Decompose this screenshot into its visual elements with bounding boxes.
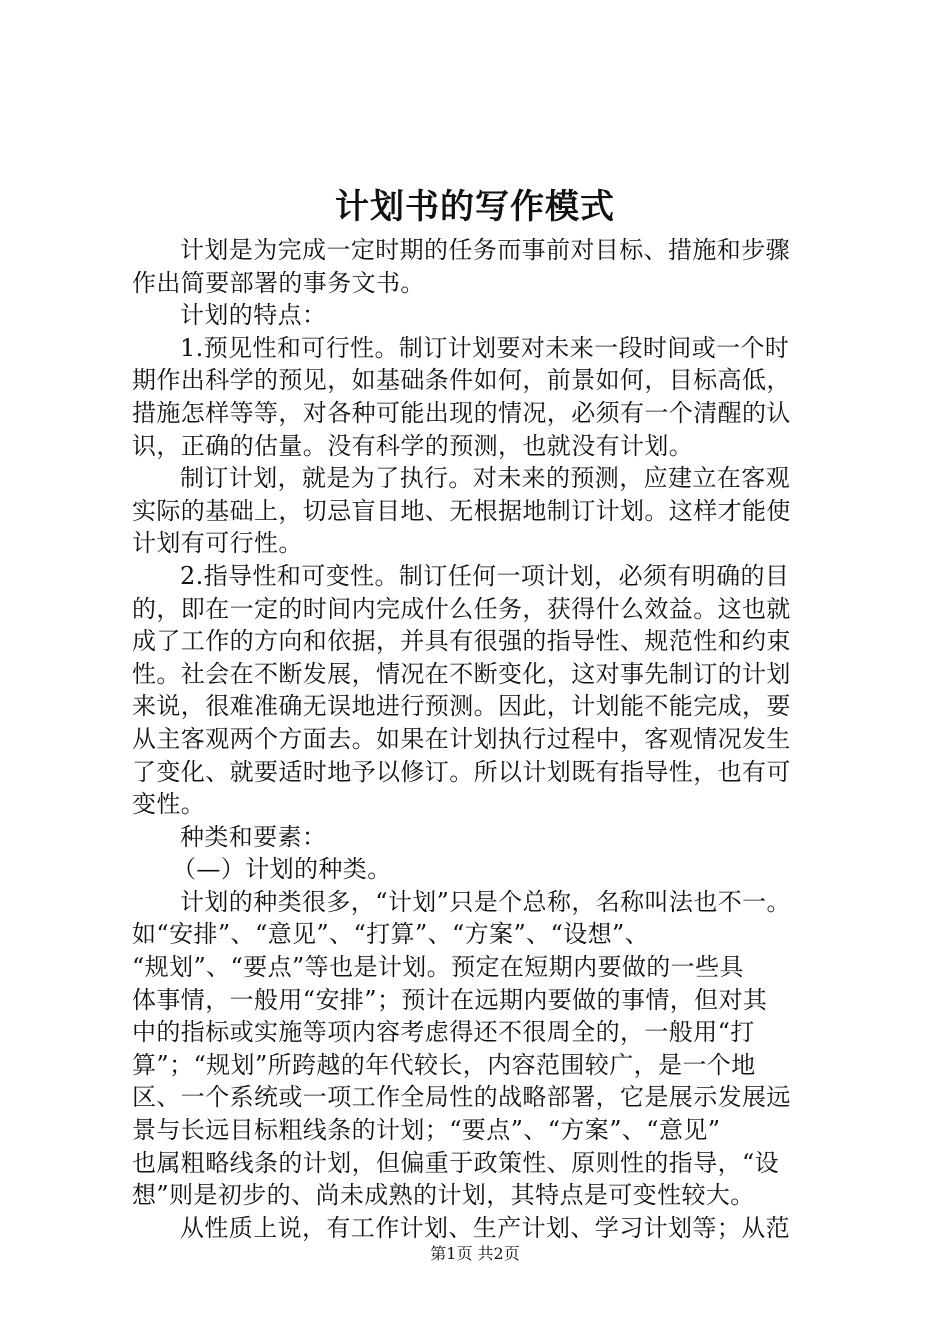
paragraph-line: 实际的基础上，切忌盲目地、无根据地制订计划。这样才能使	[132, 496, 791, 525]
paragraph-line: 体事情，一般用“安排”；预计在远期内要做的事情，但对其	[132, 985, 768, 1014]
paragraph-line: 计划是为完成一定时期的任务而事前对目标、措施和步骤	[180, 236, 790, 264]
paragraph-line: 2.指导性和可变性。制订任何一项计划，必须有明确的目	[180, 561, 790, 590]
paragraph-line: 如“安排”、“意见”、“打算”、“方案”、“设想”、	[132, 920, 650, 949]
paragraph-line: 区、一个系统或一项工作全局性的战略部署，它是展示发展远	[132, 1083, 791, 1112]
paragraph-line: 了变化、就要适时地予以修订。所以计划既有指导性，也有可	[132, 757, 791, 786]
page-footer: 第1页 共2页	[430, 1244, 520, 1263]
paragraph-line: 期作出科学的预见，如基础条件如何，前景如何，目标高低，	[132, 366, 791, 395]
paragraph-line: 景与长远目标粗线条的计划；“要点”、“方案”、“意见”	[132, 1116, 721, 1145]
paragraph-line: 措施怎样等等，对各种可能出现的情况，必须有一个清醒的认	[132, 398, 791, 427]
paragraph-line: 成了工作的方向和依据，并具有很强的指导性、规范性和约束	[132, 627, 791, 656]
paragraph-line: 种类和要素：	[180, 822, 327, 851]
paragraph-line: 想”则是初步的、尚未成熟的计划，其特点是可变性较大。	[132, 1181, 755, 1210]
document-body	[132, 234, 832, 1244]
paragraph-line: 变性。	[132, 790, 206, 819]
paragraph-line: 从主客观两个方面去。如果在计划执行过程中，客观情况发生	[132, 724, 791, 753]
paragraph-line: 来说，很难准确无误地进行预测。因此，计划能不能完成，要	[132, 692, 791, 721]
paragraph-line: 从性质上说，有工作计划、生产计划、学习计划等；从范	[180, 1213, 790, 1242]
paragraph-line: 制订计划，就是为了执行。对未来的预测，应建立在客观	[180, 464, 790, 493]
document-title: 计划书的写作模式	[335, 187, 615, 227]
paragraph-line: 计划有可行性。	[132, 529, 303, 558]
paragraph-line: 计划的特点：	[180, 301, 327, 330]
paragraph-line: 中的指标或实施等项内容考虑得还不很周全的，一般用“打	[132, 1018, 755, 1047]
paragraph-line: 计划的种类很多，“计划”只是个总称，名称叫法也不一。	[180, 887, 791, 916]
paragraph-line: “规划”、“要点”等也是计划。预定在短期内要做的一些具	[132, 953, 744, 982]
paragraph-line: 1.预见性和可行性。制订计划要对未来一段时间或一个时	[180, 333, 790, 362]
paragraph-line: （—）计划的种类。	[172, 855, 392, 884]
paragraph-line: 识，正确的估量。没有科学的预测，也就没有计划。	[132, 431, 694, 460]
paragraph-line: 作出简要部署的事务文书。	[132, 268, 425, 297]
paragraph-line: 性。社会在不断发展，情况在不断变化，这对事先制订的计划	[132, 659, 791, 688]
paragraph-line: 的，即在一定的时间内完成什么任务，获得什么效益。这也就	[132, 594, 791, 623]
paragraph-line: 算”；“规划”所跨越的年代较长，内容范围较广，是一个地	[132, 1050, 756, 1079]
paragraph-line: 也属粗略线条的计划，但偏重于政策性、原则性的指导，“设	[132, 1148, 780, 1177]
